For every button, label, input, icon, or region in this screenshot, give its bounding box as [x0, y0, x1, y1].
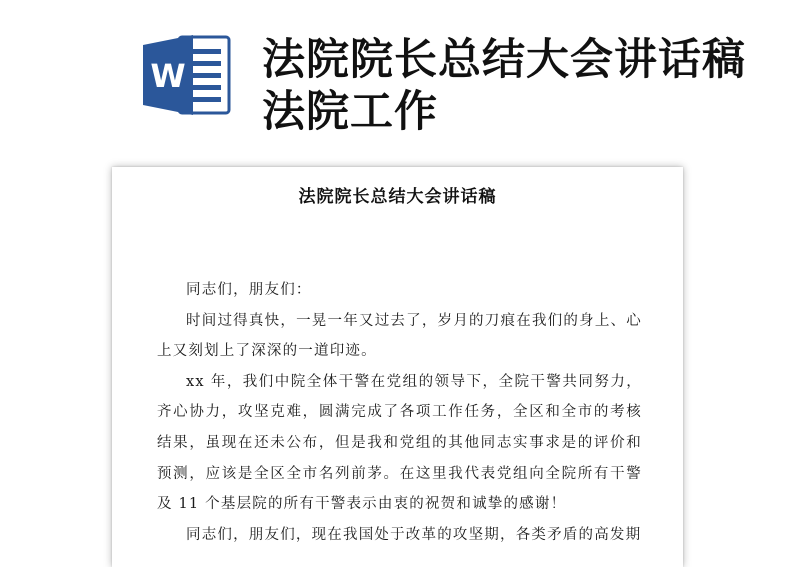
- word-document-icon: [143, 33, 231, 117]
- document-page: [112, 167, 683, 567]
- banner-title: 法院院长总结大会讲话稿法院工作: [262, 35, 746, 137]
- document-paragraph: 同志们，朋友们，现在我国处于改革的攻坚期，各类矛盾的高发期: [186, 526, 642, 543]
- document-title: 法院院长总结大会讲话稿: [298, 187, 497, 207]
- document-paragraph: 同志们，朋友们：: [186, 282, 312, 298]
- document-paragraph: 时间过得真快，一晃一年又过去了，岁月的刀痕在我们的身上、心上又刻划上了深深的一道印迹。: [157, 312, 642, 360]
- document-paragraph: xx 年，我们中院全体干警在党组的领导下，全院干警共同努力，齐心协力，攻坚克难，圆满完成了各项工作任务，全区和全市的考核结果，虽现在还未公布，但是我和党组的其他同志实事求是的评价和预测，应该是全区全市名列前茅。在这里我代表党组向全院所有干警及 11 个基层院的所有干警表示由衷的祝贺和诚挚的感谢！: [157, 373, 642, 513]
- document-body: [157, 275, 642, 550]
- word-icon-letter: W: [150, 57, 186, 95]
